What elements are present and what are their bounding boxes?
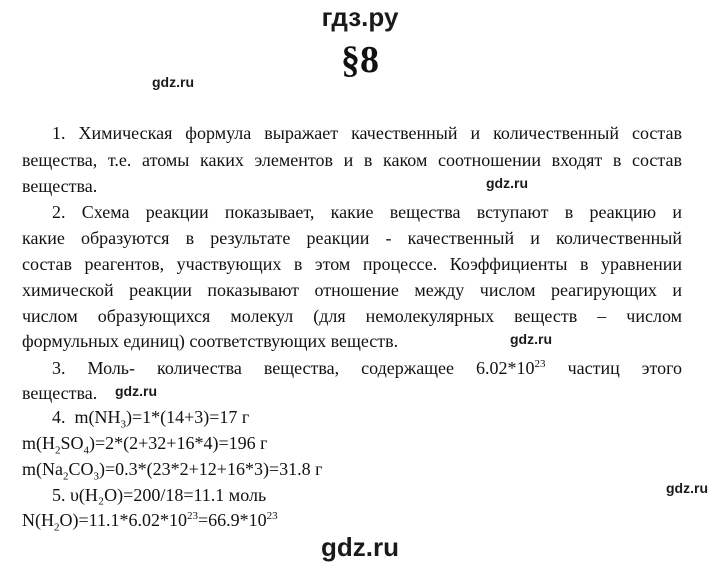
formula-line: 5. υ(H₂O)=200/18=11.1 моль xyxy=(52,485,267,505)
site-footer-logo: gdz.ru xyxy=(321,532,399,562)
paragraph-2-line: 2. Схема реакции показывает, какие вещества вступают в реакцию и xyxy=(52,202,682,222)
formula-line: $m(H_2SO_4)=2*(2+32+16*4)=196$ г xyxy=(22,433,268,457)
watermark: gdz.ru xyxy=(666,480,708,496)
paragraph-3-line xyxy=(22,356,682,380)
watermark: gdz.ru xyxy=(152,74,194,90)
formula-line: $N(H_2O)=11.1*6.02*10^{23}=66.9*10^{23}$ xyxy=(22,510,278,534)
mole-definition-text: 3. Моль- количества вещества, содержащее xyxy=(52,358,455,378)
paragraph-1-line: вещества. xyxy=(22,176,98,196)
paragraph-2-line: числом образующихся молекул (для немолекулярных веществ – числом xyxy=(22,306,682,326)
formula-line: $m(Na_2CO_3)=0.3*(23*2+12+16*3)=31.8$ г xyxy=(22,459,323,483)
watermark: gdz.ru xyxy=(510,331,552,347)
mole-definition-text-end: частиц этого xyxy=(567,358,683,378)
paragraph-2-line: химической реакции показывают отношение между числом реагирующих и xyxy=(22,280,682,300)
paragraph-2-line: формульных единиц) соответствующих веществ. xyxy=(22,331,399,351)
paragraph-2-line: какие образуются в результате реакции - качественный и количественный xyxy=(22,228,682,248)
paragraph-3-line: вещества. xyxy=(22,383,98,403)
paragraph-1-line: 1. Химическая формула выражает качественный и количественный состав xyxy=(52,123,682,143)
watermark: gdz.ru xyxy=(486,175,528,191)
section-heading: §8 xyxy=(341,39,379,81)
watermark: gdz.ru xyxy=(115,383,157,399)
site-header-logo: гдз.ру xyxy=(321,2,399,32)
paragraph-1-line: вещества, т.е. атомы каких элементов и в каком соотношении входят в состав xyxy=(22,150,682,170)
avogadro-number: $6.02*10^{23}$ xyxy=(476,358,546,378)
formula-line: 4. $m(NH_3)=1*(14+3)=17$ г xyxy=(52,407,250,431)
paragraph-2-line: состав реагентов, участвующих в этом процессе. Коэффициенты в уравнении xyxy=(22,254,682,274)
